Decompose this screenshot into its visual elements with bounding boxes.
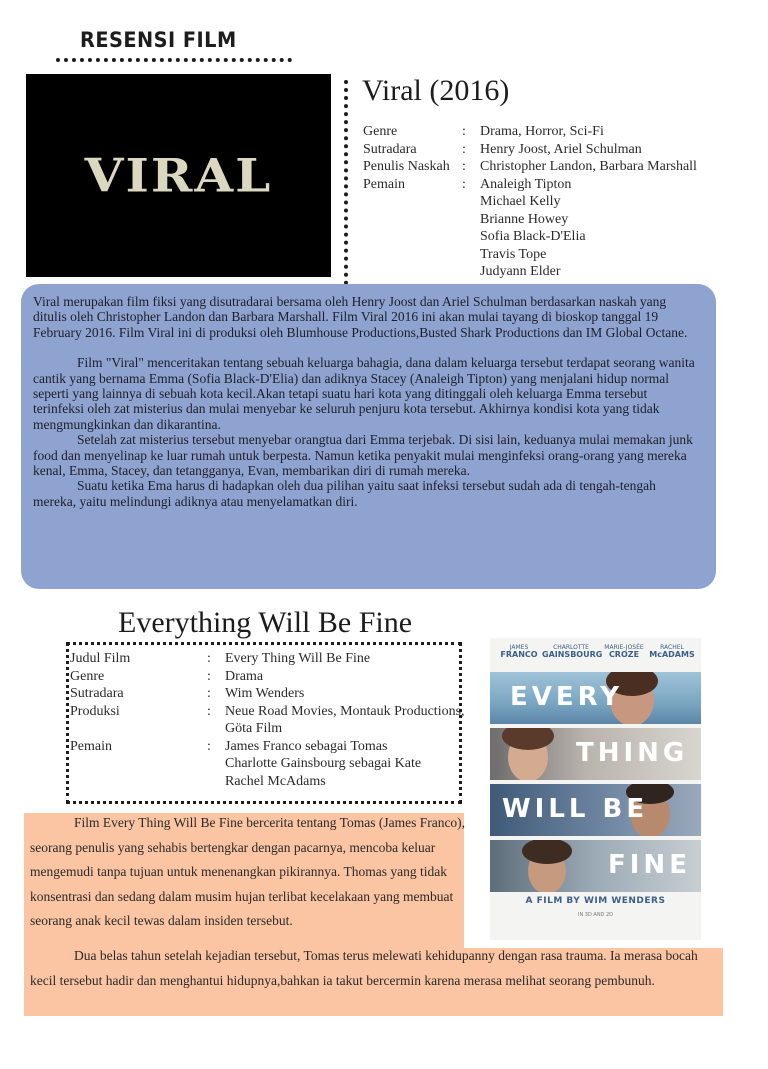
info-label: Produksi <box>70 703 120 719</box>
info-colon: : <box>207 703 211 719</box>
info-colon: : <box>207 738 211 754</box>
poster-cast-name: CHARLOTTE GAINSBOURG <box>542 644 603 659</box>
poster-word: THING <box>576 738 689 768</box>
info-value: Judyann Elder <box>480 264 561 279</box>
info-label: Pemain <box>363 176 405 192</box>
viral-poster-logo: VIRAL <box>84 148 273 203</box>
viral-poster-image <box>26 74 331 277</box>
poster-cast-name: JAMES FRANCO <box>500 644 538 659</box>
title-underline <box>56 58 292 62</box>
info-value: Neue Road Movies, Montauk Productions, <box>225 703 465 719</box>
info-row-cast <box>363 176 763 194</box>
poster-panel-1 <box>490 672 701 724</box>
info-row-cast-cont <box>363 211 763 229</box>
info-row-production-cont <box>70 720 490 738</box>
info-colon: : <box>462 176 466 192</box>
info-value: Wim Wenders <box>225 686 305 701</box>
info-value: Christopher Landon, Barbara Marshall <box>480 159 697 174</box>
info-row-genre <box>70 668 490 686</box>
info-value: Every Thing Will Be Fine <box>225 651 371 666</box>
film2-info-table <box>70 650 490 790</box>
film2-review-part1 <box>30 811 470 934</box>
info-row-production <box>70 703 490 721</box>
info-colon: : <box>207 668 211 684</box>
info-row-cast-cont <box>70 755 490 773</box>
poster-word: WILL BE <box>502 794 649 824</box>
info-label: Genre <box>363 124 398 139</box>
info-row-director <box>363 141 763 159</box>
info-value: Rachel McAdams <box>225 773 326 789</box>
page-title: RESENSI FILM <box>80 28 237 52</box>
info-label: Sutradara <box>70 686 124 701</box>
info-value: Brianne Howey <box>480 211 569 227</box>
info-label: Pemain <box>70 738 112 754</box>
info-row-cast-cont <box>363 246 763 264</box>
info-row-cast-cont <box>70 773 490 791</box>
info-value: Charlotte Gainsbourg sebagai Kate <box>225 756 422 771</box>
film1-title: Viral (2016) <box>362 74 510 107</box>
review-paragraph: Film "Viral" menceritakan tentang sebuah keluarga bahagia, dana dalam keluarga tersebut terdapat seorang wanita cantik yang bernama Emma (Sofia Black-D'Elia) dan adiknya Stacey (Analeigh Tipton) yang menjalani hidup normal seperti yang lainnya di sebuah kota kecil.Akan tetapi suatu hari kota yang ditinggali oleh keluarga Emma tersebut terinfeksi oleh zat misterius dan mulai menyebar ke seluruh penjuru kota tersebut. Akhirnya kondisi kota yang tidak mengmungkinkan dan dikarantina. <box>33 355 695 432</box>
info-colon: : <box>207 651 211 666</box>
info-row-director <box>70 685 490 703</box>
info-value: Drama <box>225 668 264 684</box>
review-paragraph: Suatu ketika Ema harus di hadapkan oleh dua pilihan yaitu saat infeksi tersebut sudah ada di tengah-tengah mereka, yaitu melindungi adiknya atau menyelamatkan diri. <box>33 478 656 509</box>
film2-poster-image <box>490 638 701 940</box>
poster-cast-name: RACHEL McADAMS <box>649 644 695 659</box>
info-label: Genre <box>70 668 105 684</box>
info-value: Göta Film <box>225 721 283 736</box>
info-row-cast <box>70 738 490 756</box>
poster-cast-name: MARIE-JOSÉE CROZE <box>604 644 644 659</box>
dotted-divider <box>344 80 348 285</box>
poster-word: EVERY <box>510 682 624 712</box>
review-paragraph: Setelah zat misterius tersebut menyebar orangtua dari Emma terjebak. Di sisi lain, keduanya mulai memakan junk food dan menyelinap ke luar rumah untuk berpesta. Namun ketika penyakit mulai menginfeksi orang-orang yang mereka kenal, Emma, Stacey, dan tetangganya, Evan, membarikan diri di rumah mereka. <box>33 432 693 479</box>
film1-review-box <box>21 284 716 589</box>
review-paragraph: Film Every Thing Will Be Fine bercerita tentang Tomas (James Franco), seorang penulis yang sehabis bertengkar dengan pacarnya, mencoba keluar mengemudi tanpa tujuan untuk menenangkan pikirannya. Thomas yang tidak konsentrasi dan sedang dalam musim hujan terlibat kecelakaan yang membuat seorang anak kecil tewas dalam insiden tersebut. <box>30 815 466 928</box>
film2-review-part2 <box>30 944 720 993</box>
info-value: Analeigh Tipton <box>480 176 572 192</box>
review-paragraph: Dua belas tahun setelah kejadian tersebut, Tomas terus melewati kehidupanny dengan rasa trauma. Ia merasa bocah kecil tersebut hadir dan menghantui hidupnya,bahkan ia takut bercermin karena merasa melihat seorang pembunuh. <box>30 948 698 988</box>
review-paragraph: Viral merupakan film fiksi yang disutradarai bersama oleh Henry Joost dan Ariel Schulman berdasarkan naskah yang ditulis oleh Christopher Landon dan Barbara Marshall. Film Viral 2016 ini akan mulai tayang di bioskop tanggal 19 February 2016. Film Viral ini di produksi oleh Blumhouse Productions,Busted Shark Productions dan IM Global Octane. <box>33 294 688 340</box>
poster-word: FINE <box>608 850 691 880</box>
info-value: James Franco sebagai Tomas <box>225 738 388 754</box>
film1-info-table <box>363 123 763 281</box>
info-row-title <box>70 650 490 668</box>
info-value: Michael Kelly <box>480 194 561 209</box>
info-label: Penulis Naskah <box>363 159 450 174</box>
poster-panel-2 <box>490 728 701 780</box>
info-colon: : <box>462 159 466 174</box>
info-label: Sutradara <box>363 141 417 157</box>
info-row-writer <box>363 158 763 176</box>
info-colon: : <box>207 686 211 701</box>
info-row-genre <box>363 123 763 141</box>
info-value: Henry Joost, Ariel Schulman <box>480 141 642 157</box>
info-value: Drama, Horror, Sci-Fi <box>480 124 604 139</box>
info-row-cast-cont <box>363 193 763 211</box>
info-colon: : <box>462 124 466 139</box>
info-colon: : <box>462 141 466 157</box>
info-value: Sofia Black-D'Elia <box>480 229 586 244</box>
poster-panel-3 <box>490 784 701 836</box>
poster-release-note: IN 3D AND 2D <box>577 912 614 918</box>
poster-director-credit: A FILM BY WIM WENDERS <box>525 896 666 906</box>
info-label: Judul Film <box>70 651 131 666</box>
info-row-cast-cont <box>363 228 763 246</box>
film2-title: Everything Will Be Fine <box>118 606 413 639</box>
info-value: Travis Tope <box>480 246 547 262</box>
poster-panel-4 <box>490 840 701 892</box>
info-row-cast-cont <box>363 263 763 281</box>
